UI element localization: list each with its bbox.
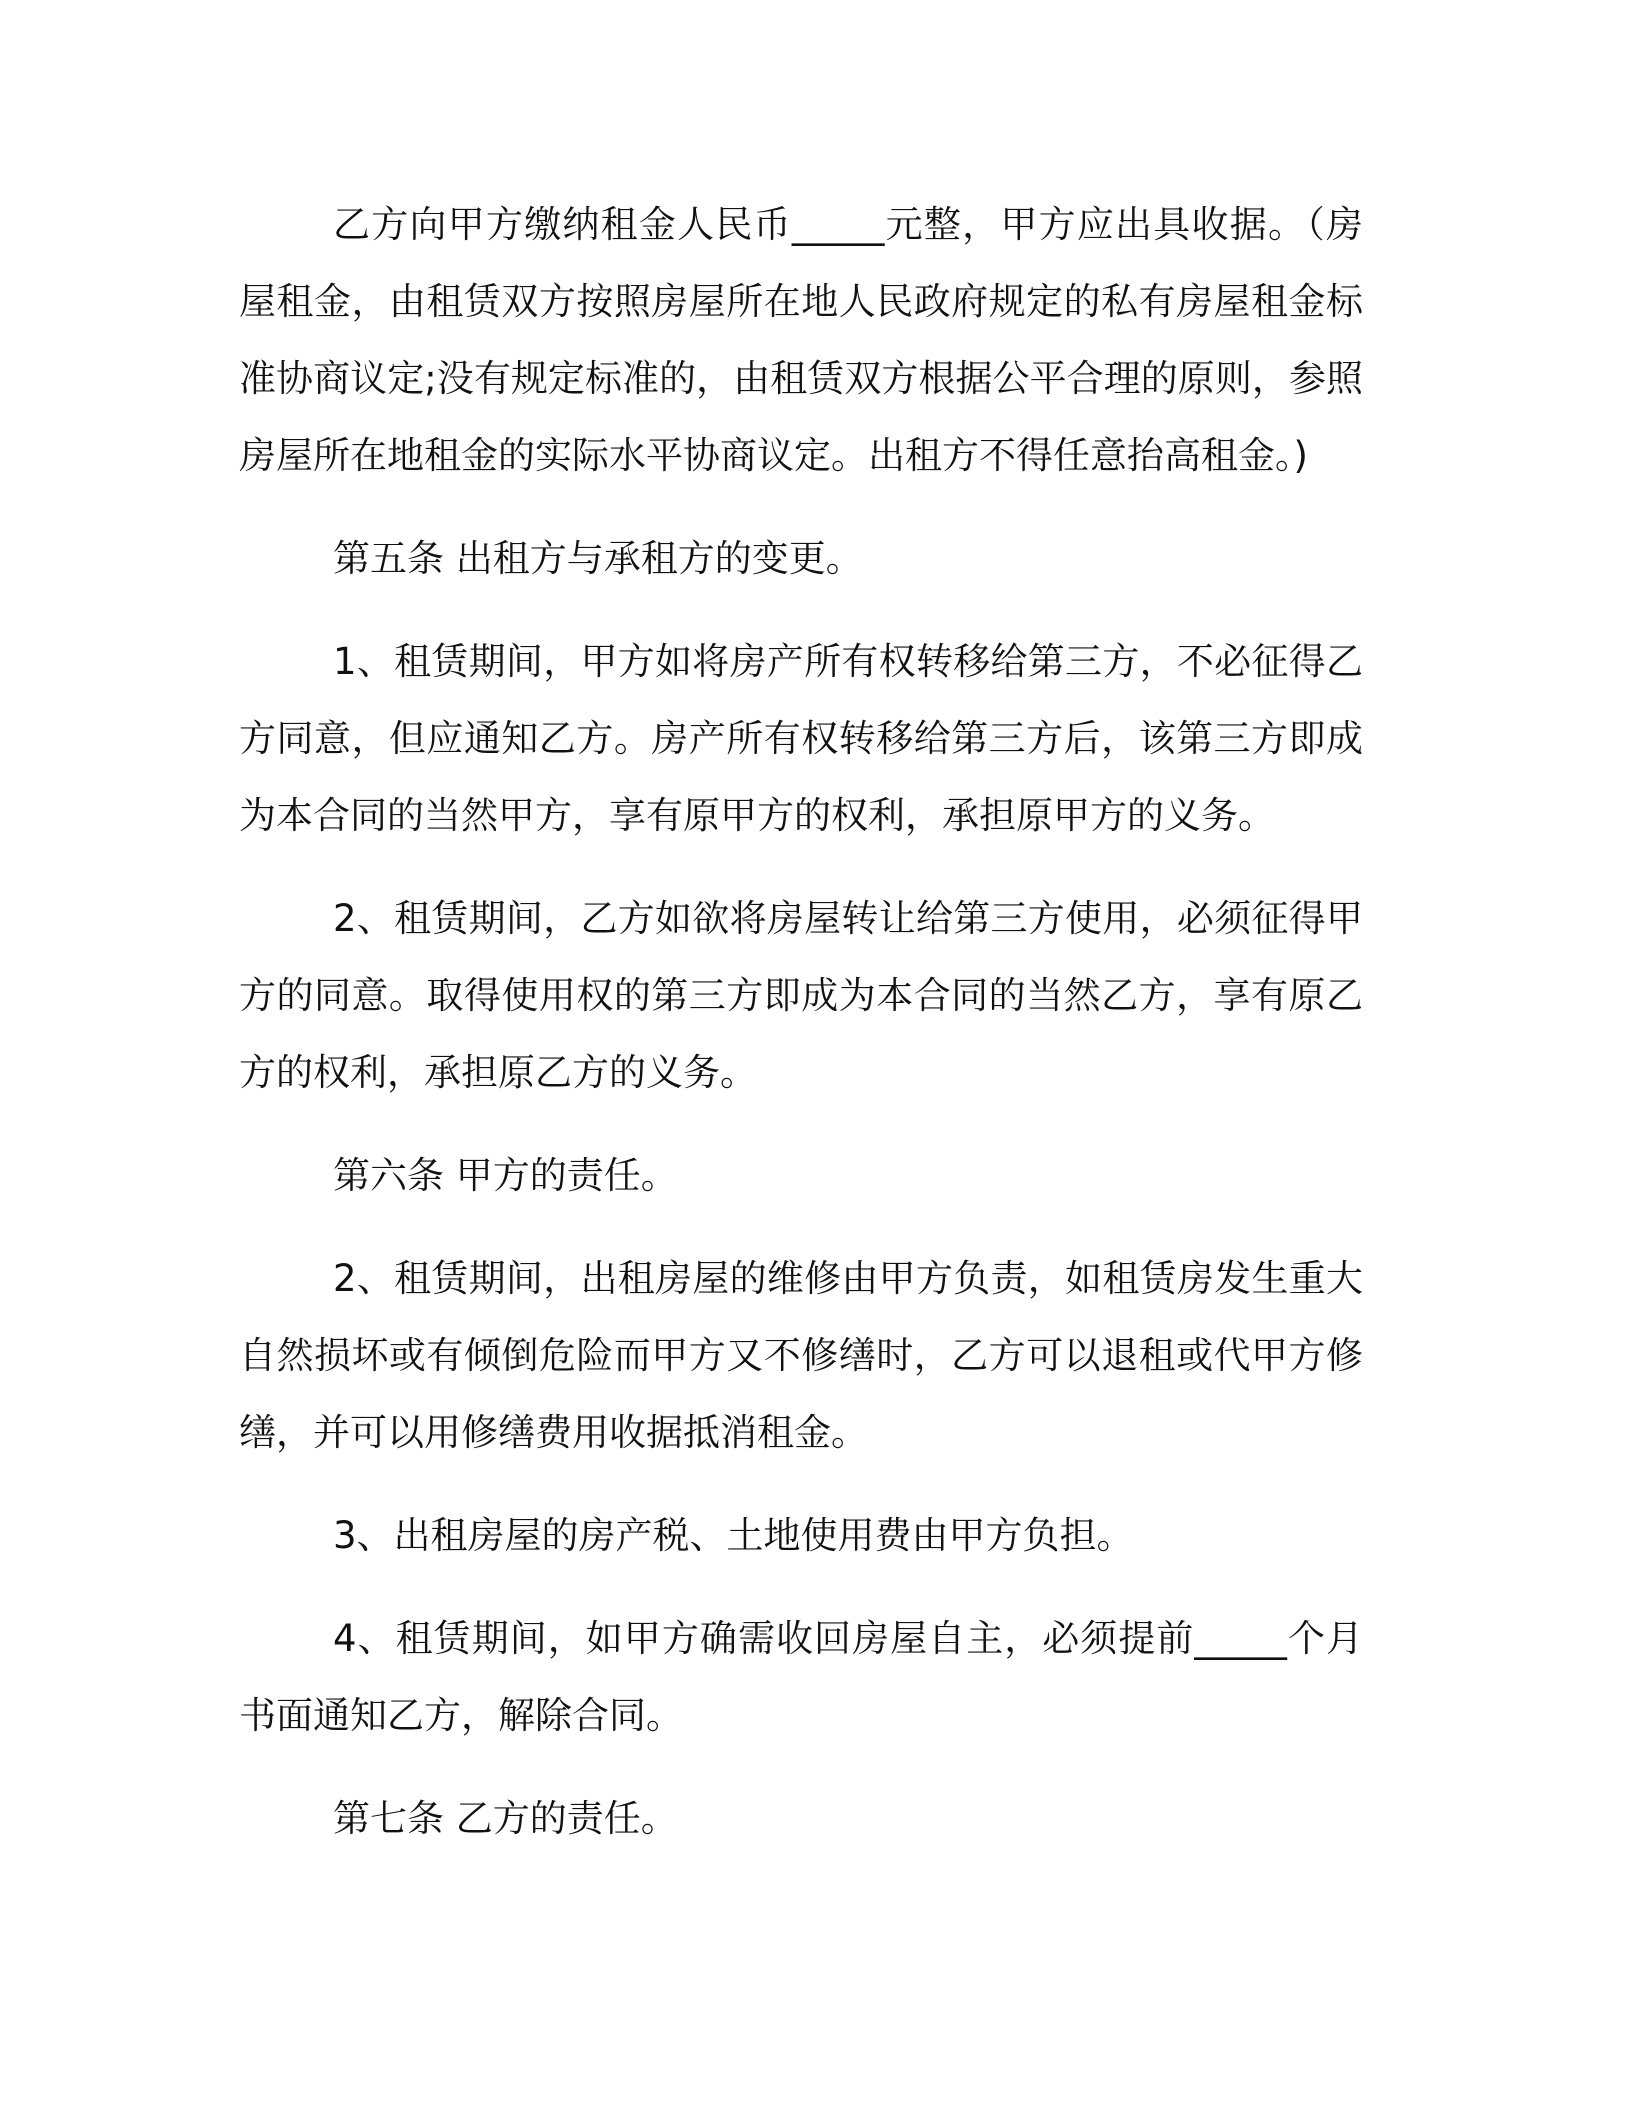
paragraph-rent-payment: 乙方向甲方缴纳租金人民币_____元整，甲方应出具收据。（房屋租金，由租赁双方按照房屋所在地人民政府规定的私有房屋租金标准协商议定;没有规定标准的，由租赁双方根据公平合理的原则，参照房屋所在地租金的实际水平协商议定。出租方不得任意抬高租金。) — [239, 203, 1363, 477]
heading-article-5: 第五条 出租方与承租方的变更。 — [333, 537, 863, 580]
paragraph-article-6-item-3: 3、出租房屋的房产税、土地使用费由甲方负担。 — [333, 1514, 1134, 1557]
paragraph-article-5-item-2: 2、租赁期间，乙方如欲将房屋转让给第三方使用，必须征得甲方的同意。取得使用权的第三方即成为本合同的当然乙方，享有原乙方的权利，承担原乙方的义务。 — [239, 897, 1363, 1094]
document-body — [239, 186, 1363, 1883]
heading-article-7: 第七条 乙方的责任。 — [333, 1797, 678, 1840]
paragraph-article-5-item-1: 1、租赁期间，甲方如将房产所有权转移给第三方，不必征得乙方同意，但应通知乙方。房产所有权转移给第三方后，该第三方即成为本合同的当然甲方，享有原甲方的权利，承担原甲方的义务。 — [239, 640, 1363, 837]
heading-article-6: 第六条 甲方的责任。 — [333, 1154, 678, 1197]
paragraph-article-6-item-4: 4、租赁期间，如甲方确需收回房屋自主，必须提前_____个月书面通知乙方，解除合同。 — [239, 1617, 1363, 1737]
paragraph-article-6-item-2: 2、租赁期间，出租房屋的维修由甲方负责，如租赁房发生重大自然损坏或有倾倒危险而甲方又不修缮时，乙方可以退租或代甲方修缮，并可以用修缮费用收据抵消租金。 — [239, 1257, 1363, 1454]
